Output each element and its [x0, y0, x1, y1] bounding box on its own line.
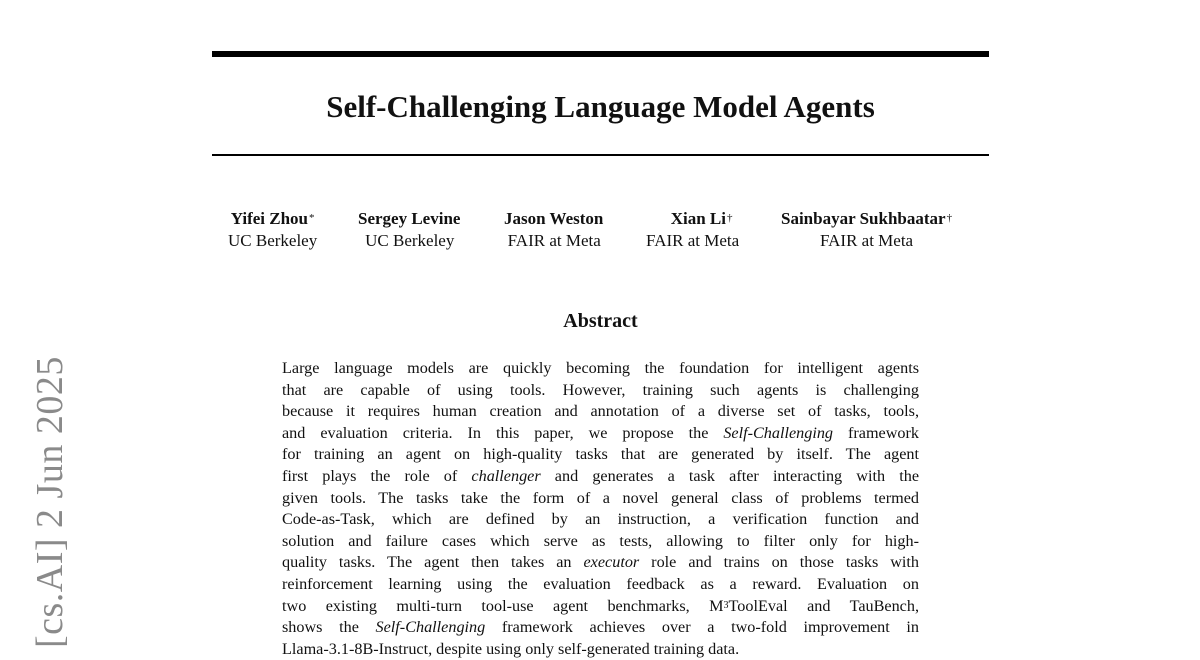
- author-name: Sergey Levine: [358, 209, 461, 228]
- abstract-line: first plays the role of challenger and generates a task after interacting with the: [282, 466, 920, 485]
- author-entry: [504, 208, 604, 252]
- author-mark: †: [726, 212, 733, 224]
- author-entry: [358, 208, 461, 252]
- author-name: Xian Li†: [670, 209, 733, 228]
- author-name: Sainbayar Sukhbaatar†: [781, 209, 953, 228]
- abstract-line: and evaluation criteria. In this paper, we propose the Self-Challenging framework: [282, 423, 919, 442]
- author-entry: [228, 208, 317, 252]
- abstract-line: reinforcement learning using the evaluation feedback as a reward. Evaluation on: [282, 574, 919, 593]
- abstract-emphasis: challenger: [471, 466, 541, 485]
- abstract-line: shows the Self-Challenging framework achieves over a two-fold improvement in: [282, 618, 919, 637]
- abstract-line: that are capable of using tools. However, training such agents is challenging: [282, 380, 919, 399]
- author-mark: *: [309, 212, 315, 224]
- abstract-body: [282, 358, 919, 660]
- author-affiliation: UC Berkeley: [365, 231, 455, 250]
- abstract-emphasis: executor: [583, 553, 640, 572]
- author-mark: †: [946, 212, 953, 224]
- paper-title: Self-Challenging Language Model Agents: [326, 89, 875, 124]
- abstract-line: Code-as-Task, which are defined by an instruction, a verification function and: [282, 510, 919, 529]
- abstract-line: Llama-3.1-8B-Instruct, despite using only self-generated training data.: [282, 639, 740, 658]
- abstract-emphasis: Self-Challenging: [723, 423, 834, 442]
- title-rule-top: [212, 51, 989, 57]
- author-entry: [781, 208, 952, 252]
- author-affiliation: FAIR at Meta: [507, 231, 601, 250]
- title-rule-bottom: [212, 154, 989, 156]
- arxiv-stamp: [cs.AI] 2 Jun 2025: [29, 356, 71, 648]
- abstract-line: two existing multi-turn tool-use agent benchmarks, $M^3ToolEval$ and TauBench,: [282, 596, 920, 615]
- author-name: Yifei Zhou*: [230, 209, 315, 228]
- author-name: Jason Weston: [504, 209, 604, 228]
- abstract-emphasis: Self-Challenging: [375, 618, 486, 637]
- abstract-line: for training an agent on high-quality tasks that are generated by itself. The agent: [282, 445, 919, 464]
- author-affiliation: UC Berkeley: [228, 231, 318, 250]
- abstract-line: given tools. The tasks take the form of a novel general class of problems termed: [282, 488, 919, 507]
- author-entry: [646, 208, 739, 252]
- abstract-superscript: 3: [723, 599, 729, 611]
- abstract-line: because it requires human creation and annotation of a diverse set of tasks, tools,: [282, 402, 919, 421]
- abstract-line: solution and failure cases which serve as tests, allowing to filter only for high-: [282, 531, 919, 550]
- abstract-line: Large language models are quickly becoming the foundation for intelligent agents: [282, 359, 919, 377]
- abstract-heading: Abstract: [563, 310, 638, 332]
- abstract-line: quality tasks. The agent then takes an executor role and trains on those tasks with: [282, 553, 919, 572]
- author-affiliation: FAIR at Meta: [646, 231, 740, 250]
- author-affiliation: FAIR at Meta: [819, 231, 914, 250]
